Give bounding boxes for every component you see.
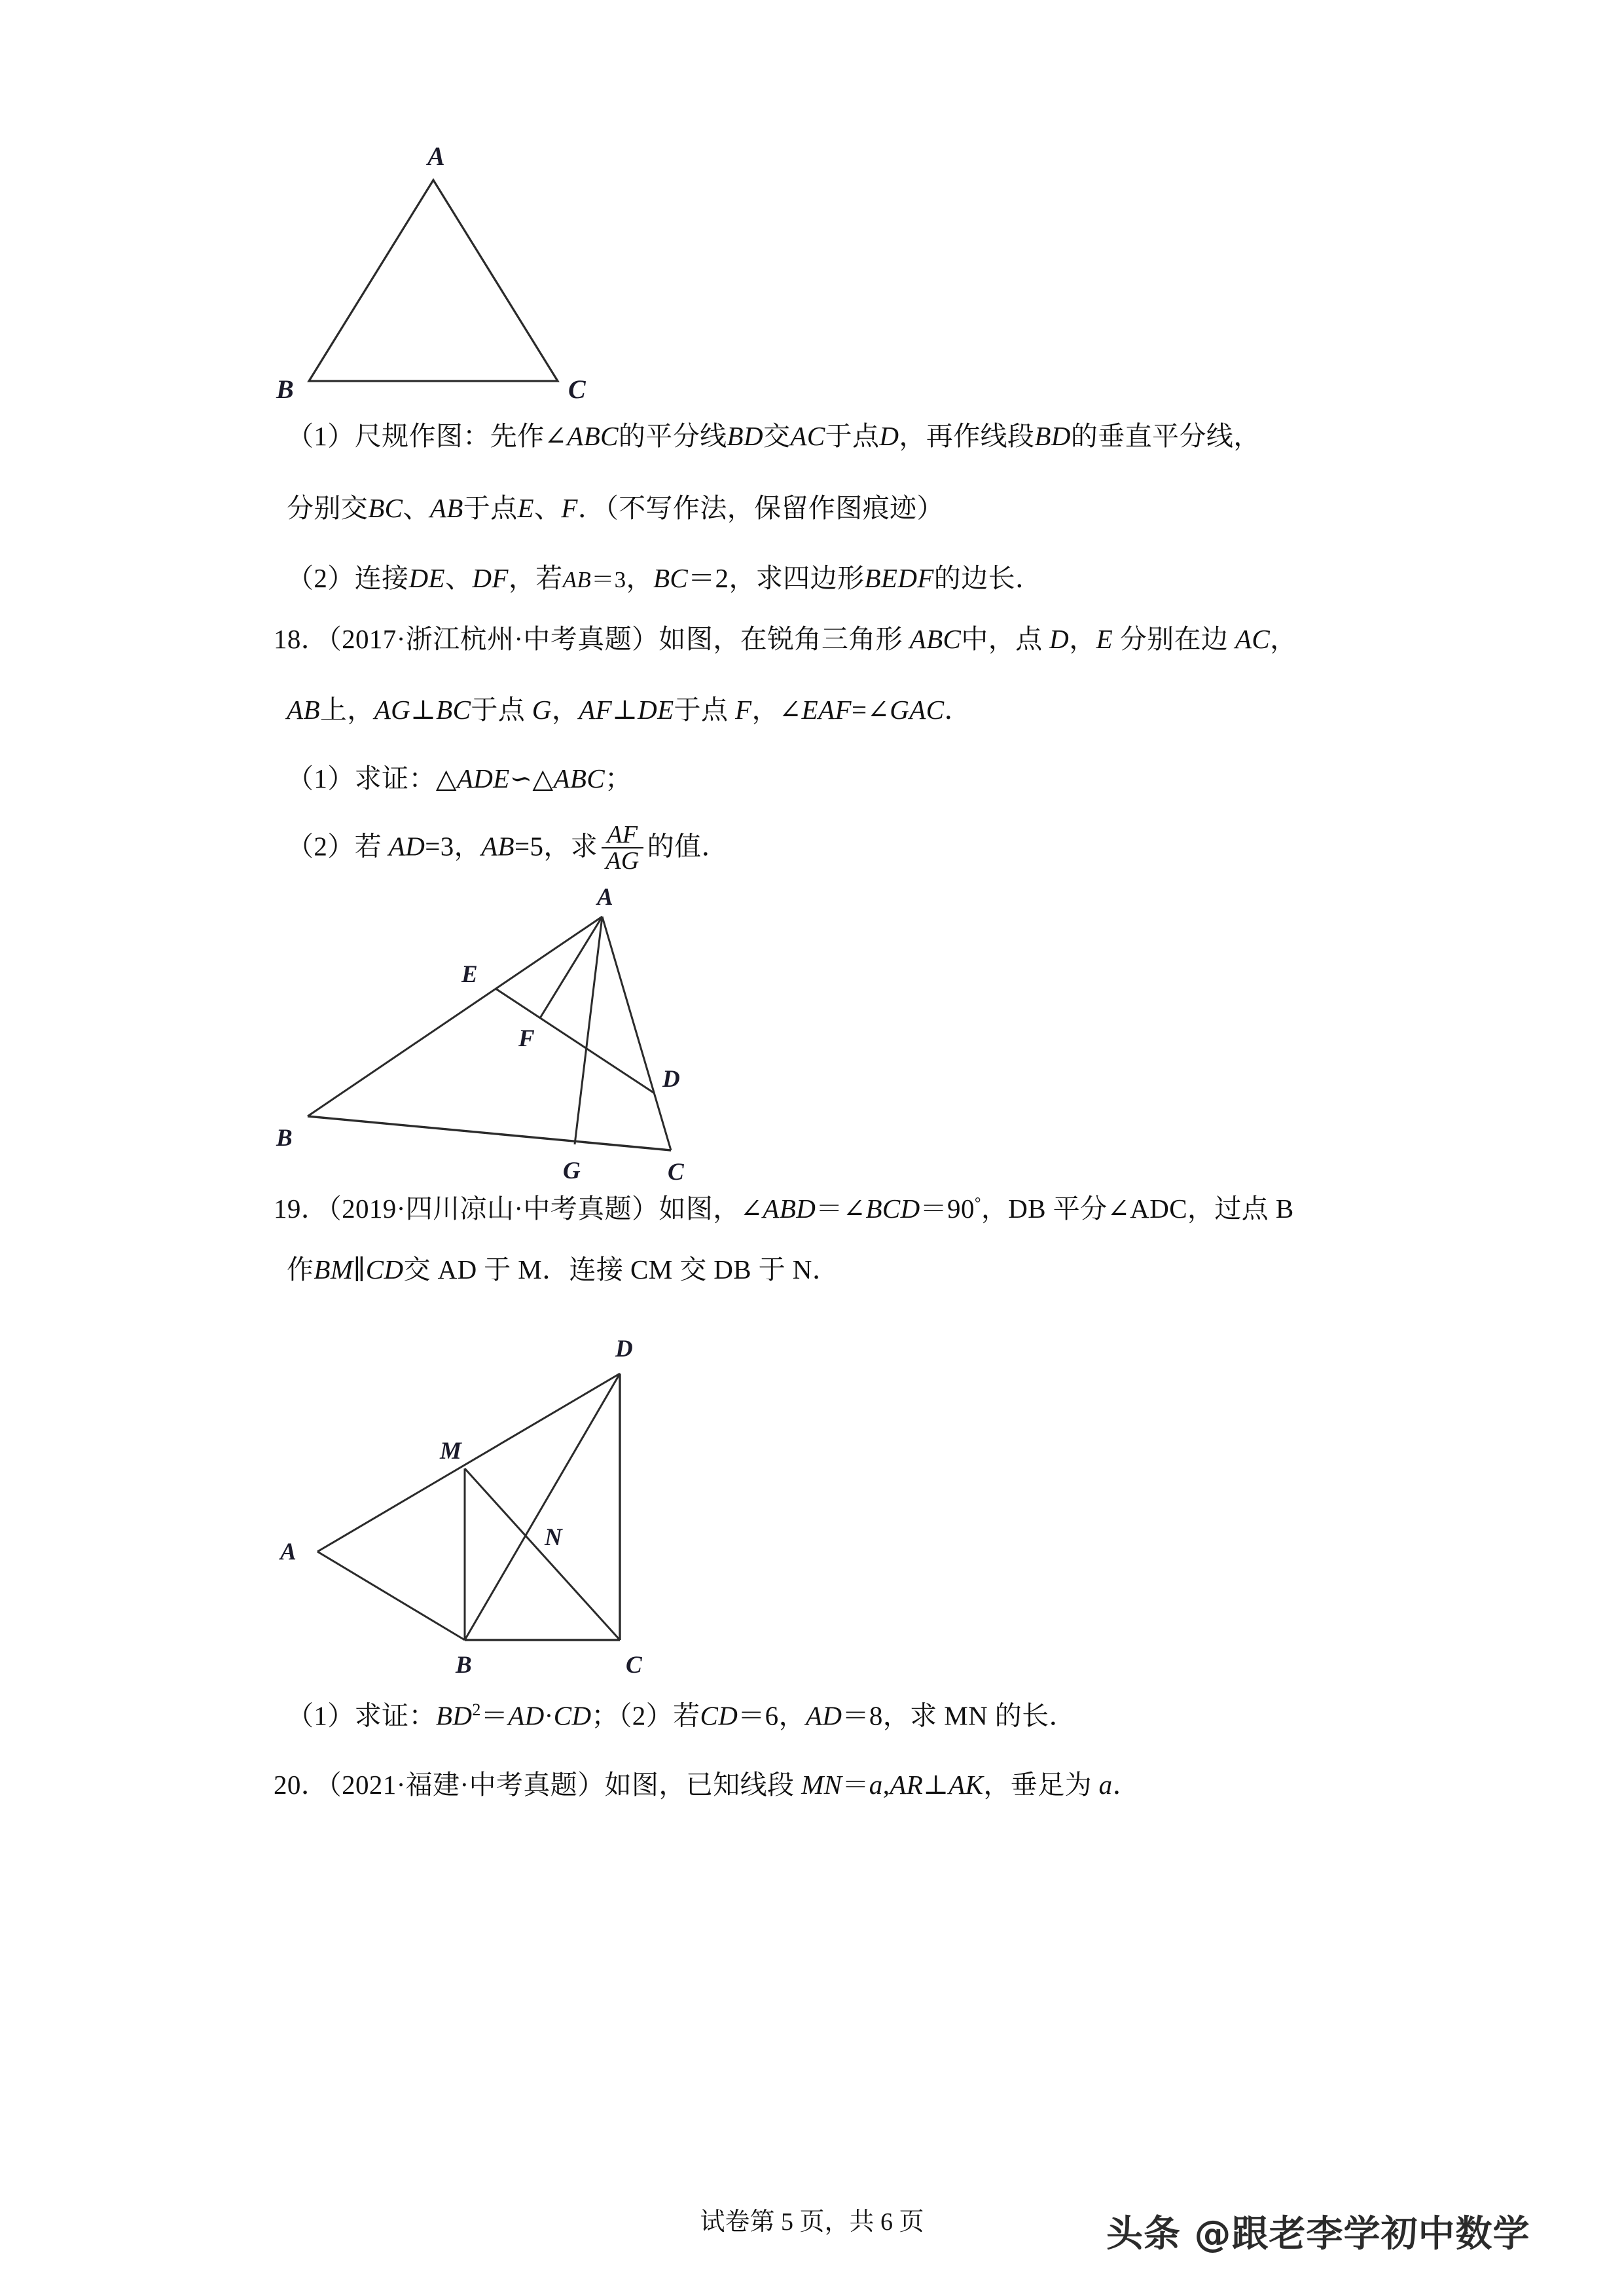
p17-p2-bc-val: ＝2 — [688, 563, 729, 593]
segment-ac — [602, 917, 671, 1150]
p19-q1-prefix: （1）求证： — [287, 1700, 436, 1731]
problem18-q1 — [287, 765, 632, 793]
p19-angle1-icon: ∠ — [740, 1194, 763, 1224]
p18-perp1-icon: ⊥ — [410, 695, 437, 725]
problem20-stem — [274, 1771, 1140, 1799]
p19-eq1: ＝∠ — [816, 1194, 866, 1224]
fraction-numerator: AF — [607, 821, 638, 848]
p17-p1-mid4: ，再作线段 — [899, 421, 1035, 451]
p19-stem-b1: 作 — [287, 1254, 314, 1285]
p19-abd: ABD — [763, 1194, 816, 1224]
p19-parallel-icon: ∥ — [353, 1254, 366, 1285]
vertex-label-n: N — [545, 1524, 562, 1551]
problem18-q2 — [287, 821, 729, 875]
vertex-label-c: C — [626, 1652, 642, 1679]
vertex-label-a: A — [427, 141, 445, 171]
fraction-denominator: AG — [602, 847, 643, 873]
p17-p2-bc: BC — [653, 563, 689, 593]
p18-stem-b5: ，∠ — [751, 695, 802, 725]
p18-source: （2017·浙江杭州·中考真题） — [328, 624, 659, 654]
p18-stem-ac: AC — [1235, 624, 1271, 654]
problem19-stem-line1 — [274, 1195, 1294, 1223]
vertex-label-c: C — [668, 1159, 684, 1185]
p18-stem-bc: BC — [436, 695, 471, 725]
vertex-label-e: E — [461, 961, 478, 988]
p17-p1-d: D — [879, 421, 899, 451]
p18-stem-ag: AG — [374, 695, 411, 725]
p18-q2-ab: AB — [481, 831, 514, 862]
vertex-label-c: C — [568, 374, 586, 404]
p17-p2-mid1: ，若 — [508, 563, 563, 593]
p17-p2-prefix: （2）连接 — [287, 563, 409, 593]
vertex-label-d: D — [615, 1336, 633, 1362]
p17-p1-mid1: 的平分线 — [618, 421, 727, 451]
p18-stem-eaf: EAF — [801, 695, 852, 725]
p19-q1-ad: AD — [508, 1700, 545, 1731]
p18-stem-a3: ， — [1069, 624, 1096, 654]
fraction-af-over-ag — [602, 822, 643, 873]
p17-p1b-e: E — [517, 493, 534, 523]
page-number-text: 试卷第 5 页，共 6 页 — [700, 2208, 924, 2236]
p18-stem-af: AF — [579, 695, 613, 725]
segment-mc — [465, 1468, 620, 1640]
p18-stem-f: F — [735, 695, 752, 725]
problem18-stem-line2 — [287, 696, 971, 724]
p20-source: （2021·福建·中考真题） — [328, 1770, 605, 1800]
figure-problem19-svg — [262, 1316, 720, 1683]
p18-stem-b4: 于点 — [674, 695, 735, 725]
p19-q2-suffix: ，求 MN 的长． — [882, 1700, 1076, 1731]
p17-p1b-sep2: 、 — [533, 493, 562, 523]
p18-stem-a: 如图，在锐角三角形 — [659, 624, 910, 654]
p18-stem-b6: ． — [944, 695, 971, 725]
degree-icon: ° — [974, 1195, 981, 1212]
p18-perp2-icon: ⊥ — [612, 695, 638, 725]
p18-stem-b2: 于点 — [471, 695, 532, 725]
p18-stem-b3: ， — [551, 695, 579, 725]
vertex-label-b: B — [276, 374, 294, 404]
vertex-label-g: G — [563, 1157, 581, 1184]
segment-ad — [317, 1374, 620, 1552]
p19-bm: BM — [314, 1254, 353, 1285]
p19-stem-b2: 交 AD 于 M．连接 CM 交 DB 于 N． — [403, 1254, 840, 1285]
p17-p1-mid3: 于点 — [825, 421, 880, 451]
p19-q1-cd: CD — [553, 1700, 592, 1731]
p18-stem-e: E — [1096, 624, 1113, 654]
p19-stem-a2: ，DB 平分∠ADC，过点 B — [981, 1194, 1294, 1224]
p17-p1-bd2: BD — [1034, 421, 1071, 451]
p18-q2-comma: ， — [454, 831, 482, 862]
p18-stem-a2: 中，点 — [961, 624, 1050, 654]
p18-q1-abc: ABC — [553, 763, 605, 793]
problem17-part2-line — [287, 564, 1042, 592]
p17-p1-ac: AC — [790, 421, 825, 451]
vertex-label-f: F — [518, 1025, 535, 1052]
p17-p1b-ab: AB — [429, 493, 463, 523]
p20-eq: ＝ — [842, 1770, 869, 1800]
segment-ba — [308, 917, 602, 1116]
p18-stem-gac: GAC — [890, 695, 945, 725]
p20-a2: a — [1098, 1770, 1113, 1800]
p19-eq2: ＝90 — [920, 1194, 975, 1224]
p20-perp-icon: ⊥ — [923, 1770, 949, 1800]
p20-ar: AR — [890, 1770, 924, 1800]
p18-q1-ade: ADE — [456, 763, 510, 793]
p17-p2-suffix: 的边长． — [933, 563, 1043, 593]
p17-p2-sep1: 、 — [444, 563, 473, 593]
p18-q2-suffix: 的值． — [647, 831, 729, 862]
p17-p1b-mid: 于点 — [463, 493, 518, 523]
p17-p1-bd: BD — [727, 421, 763, 451]
p19-bcd: BCD — [865, 1194, 920, 1224]
p19-cd: CD — [365, 1254, 404, 1285]
figure-problem18 — [262, 884, 720, 1185]
p17-p2-comma: ， — [626, 563, 653, 593]
problem18-stem-line1 — [274, 625, 1297, 653]
p20-stem1: 如图，已知线段 — [604, 1770, 802, 1800]
p18-q1-suffix: ； — [605, 763, 632, 793]
p18-stem-abc: ABC — [909, 624, 962, 654]
p17-p1b-sep1: 、 — [403, 493, 430, 523]
p18-stem-eq: =∠ — [851, 695, 890, 725]
p18-number: 18． — [274, 624, 329, 654]
problem17-part1-line2 — [287, 494, 944, 522]
p18-similar-icon: ∽ — [509, 763, 533, 793]
figure-problem19 — [262, 1316, 720, 1683]
p18-stem-b1: 上， — [319, 695, 374, 725]
vertex-label-b: B — [456, 1652, 472, 1679]
p18-stem-ab: AB — [287, 695, 320, 725]
p18-stem-d: D — [1049, 624, 1070, 654]
p19-q1-exponent: 2 — [472, 1700, 481, 1719]
p18-stem-a4: 分别在边 — [1113, 624, 1235, 654]
figure-triangle-abc-svg — [262, 111, 628, 412]
p18-stem-g: G — [532, 695, 552, 725]
p17-p2-bedf: BEDF — [864, 563, 934, 593]
p17-p1-mid2: 交 — [763, 421, 791, 451]
p19-q1-bd: BD — [435, 1700, 473, 1731]
p19-source: （2019·四川凉山·中考真题） — [328, 1194, 659, 1224]
p19-q2-cd-val: ＝6 — [738, 1700, 779, 1731]
p19-stem-a1: 如图， — [659, 1194, 740, 1224]
p19-q2-prefix: （2）若 — [618, 1700, 700, 1731]
p17-p1-abc: ABC — [567, 421, 619, 451]
p18-triangle-icon: △ — [532, 763, 554, 793]
p18-q2-ad: AD — [388, 831, 425, 862]
problem19-questions — [287, 1701, 1076, 1730]
p17-p2-df: DF — [472, 563, 509, 593]
p20-ak: AK — [948, 1770, 984, 1800]
p19-q1-dot: · — [544, 1700, 554, 1731]
p19-q2-ad: AD — [805, 1700, 842, 1731]
segment-ab — [317, 1552, 465, 1640]
p18-q2-ab-val: =5 — [514, 831, 544, 862]
p20-mn: MN — [801, 1770, 842, 1800]
watermark: 头条 @跟老李学初中数学 — [1106, 2213, 1530, 2255]
triangle-abc-shape — [309, 180, 558, 381]
segment-bc — [308, 1116, 671, 1150]
p19-q2-ad-val: ＝8 — [842, 1700, 883, 1731]
vertex-label-b: B — [276, 1125, 293, 1152]
p20-a: a — [869, 1770, 883, 1800]
p20-stem3: ． — [1112, 1770, 1140, 1800]
p19-q2-comma: ， — [778, 1700, 806, 1731]
segment-af — [540, 917, 602, 1018]
vertex-label-m: M — [440, 1438, 461, 1465]
p17-p2-ab: AB — [562, 567, 592, 592]
p17-p1b-f: F — [561, 493, 578, 523]
p19-number: 19． — [274, 1194, 329, 1224]
p17-p2-de: DE — [408, 563, 445, 593]
p17-p2-ab-val: ＝3 — [591, 567, 626, 592]
p20-number: 20． — [274, 1770, 329, 1800]
p17-p1-prefix: （1）尺规作图：先作∠ — [287, 421, 568, 451]
p17-p1b-bc: BC — [368, 493, 403, 523]
figure-problem18-svg — [262, 884, 720, 1185]
p18-q1-prefix: （1）求证：△ — [287, 763, 457, 793]
p17-p2-mid2: ，求四边形 — [729, 563, 865, 593]
vertex-label-a: A — [280, 1539, 297, 1565]
p19-q1-semi: ； — [591, 1700, 619, 1731]
vertex-label-d: D — [662, 1066, 680, 1093]
p20-stem2: ，垂足为 — [983, 1770, 1099, 1800]
p17-p1b-suffix: ．（不写作法，保留作图痕迹） — [577, 493, 944, 523]
p18-q2-prefix: （2）若 — [287, 831, 389, 862]
segment-ag — [575, 917, 602, 1144]
p18-q2-mid: ，求 — [543, 831, 598, 862]
p19-q2-cd: CD — [700, 1700, 738, 1731]
segment-bd — [465, 1374, 620, 1640]
p18-q2-ad-val: =3 — [425, 831, 454, 862]
p18-stem-a5: ， — [1270, 624, 1297, 654]
p20-comma: , — [882, 1770, 890, 1800]
p17-p1b-prefix: 分别交 — [287, 493, 369, 523]
vertex-label-a: A — [597, 884, 613, 911]
p17-p1-suffix: 的垂直平分线， — [1070, 421, 1261, 451]
figure-triangle-abc — [262, 111, 628, 412]
problem17-part1-line1 — [287, 422, 1261, 450]
p18-stem-de: DE — [638, 695, 674, 725]
p19-q1-eq: ＝ — [480, 1700, 509, 1731]
problem19-stem-line2 — [287, 1256, 839, 1284]
